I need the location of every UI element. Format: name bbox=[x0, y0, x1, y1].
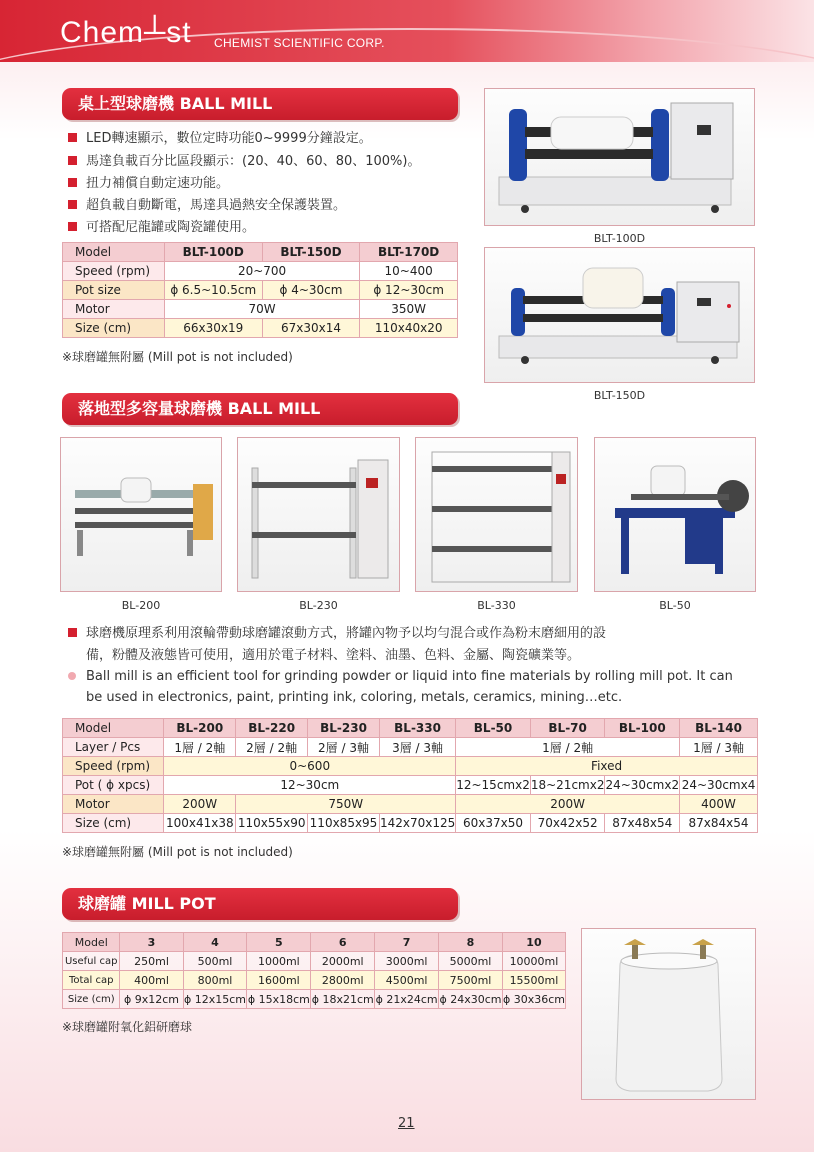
table-row bbox=[63, 281, 458, 300]
table-header-row bbox=[63, 719, 758, 738]
table-cell: 70x42x52 bbox=[530, 814, 605, 833]
table-cell: 1600ml bbox=[247, 971, 311, 990]
table-header: BL-100 bbox=[605, 719, 680, 738]
table-cell: 1000ml bbox=[247, 952, 311, 971]
product-photo-bl-200 bbox=[60, 437, 222, 592]
brand-corp-name: CHEMIST SCIENTIFIC CORP. bbox=[214, 36, 385, 50]
table-cell: 2800ml bbox=[311, 971, 375, 990]
table-cell: 7500ml bbox=[439, 971, 503, 990]
table-header: 7 bbox=[375, 933, 439, 952]
section-title-mill-pot: 球磨罐 MILL POT bbox=[62, 888, 458, 920]
table-cell: 400W bbox=[680, 795, 758, 814]
table-row bbox=[63, 262, 458, 281]
table-cell: 350W bbox=[360, 300, 458, 319]
product-photo-bl-330 bbox=[415, 437, 578, 592]
table-row bbox=[63, 738, 758, 757]
table-header: BL-330 bbox=[379, 719, 455, 738]
feature-item: 扭力補償自動定速功能。 bbox=[68, 172, 229, 191]
table-cell: 15500ml bbox=[502, 971, 565, 990]
table-cell: 250ml bbox=[120, 952, 183, 971]
table-cell: Motor bbox=[63, 300, 165, 319]
product-photo-bl-230 bbox=[237, 437, 400, 592]
table-cell: 0~600 bbox=[164, 757, 456, 776]
table-cell: Pot ( ϕ xpcs) bbox=[63, 776, 164, 795]
note-text: ※球磨罐無附屬 (Mill pot is not included) bbox=[62, 845, 293, 859]
table-cell: 200W bbox=[456, 795, 680, 814]
table-cell: 10~400 bbox=[360, 262, 458, 281]
table-header: BL-230 bbox=[308, 719, 380, 738]
bullet-square-icon bbox=[68, 200, 77, 209]
description-zh-line2: 備，粉體及液態皆可使用，適用於電子材料、塗料、油墨、色料、金屬、陶瓷礦業等。 bbox=[86, 648, 581, 663]
table-cell: 500ml bbox=[183, 952, 247, 971]
table-row bbox=[63, 776, 758, 795]
table-cell: 800ml bbox=[183, 971, 247, 990]
photo-caption: BL-230 bbox=[299, 599, 338, 612]
mill-pot-illustration bbox=[582, 929, 756, 1100]
table-cell: 200W bbox=[164, 795, 236, 814]
table-header: BLT-100D bbox=[164, 243, 262, 262]
table-cell: 110x40x20 bbox=[360, 319, 458, 338]
table-cell: 24~30cmx4 bbox=[680, 776, 758, 795]
table-cell: 400ml bbox=[120, 971, 183, 990]
spec-table-floor bbox=[62, 718, 758, 833]
table-cell: Size (cm) bbox=[63, 990, 120, 1009]
bullet-square-icon bbox=[68, 222, 77, 231]
table-row bbox=[63, 814, 758, 833]
ball-mill-illustration bbox=[485, 89, 755, 226]
bullet-square-icon bbox=[68, 178, 77, 187]
feature-item: 可搭配尼龍罐或陶瓷罐使用。 bbox=[68, 216, 255, 235]
ball-mill-illustration bbox=[61, 438, 222, 592]
table-cell: Motor bbox=[63, 795, 164, 814]
table-row bbox=[63, 300, 458, 319]
table-cell: ϕ 9x12cm bbox=[120, 990, 183, 1009]
table-header: 4 bbox=[183, 933, 247, 952]
bullet-dot-icon bbox=[68, 672, 76, 680]
note-text: ※球磨罐附氧化鋁研磨球 bbox=[62, 1020, 193, 1034]
table-cell: ϕ 24x30cm bbox=[439, 990, 503, 1009]
feature-item: LED轉速顯示，數位定時功能0~9999分鐘設定。 bbox=[68, 127, 372, 146]
table-cell: ϕ 4~30cm bbox=[262, 281, 360, 300]
product-photo-mill-pot bbox=[581, 928, 756, 1100]
table-header: 6 bbox=[311, 933, 375, 952]
bullet-square-icon bbox=[68, 133, 77, 142]
product-photo-bl-50 bbox=[594, 437, 756, 592]
table-cell: Fixed bbox=[456, 757, 758, 776]
table-cell: 100x41x38 bbox=[164, 814, 236, 833]
table-header: BL-220 bbox=[236, 719, 308, 738]
bullet-square-icon bbox=[68, 628, 77, 637]
photo-caption: BL-50 bbox=[659, 599, 691, 612]
table-header: BL-50 bbox=[456, 719, 531, 738]
table-cell: ϕ 12~30cm bbox=[360, 281, 458, 300]
table-header: Model bbox=[63, 719, 164, 738]
table-cell: 87x48x54 bbox=[605, 814, 680, 833]
description-zh: 球磨機原理系利用滾輪帶動球磨罐滾動方式，將罐內物予以均勻混合或作為粉末磨細用的設 bbox=[68, 622, 606, 641]
table-cell: ϕ 6.5~10.5cm bbox=[164, 281, 262, 300]
table-cell: 20~700 bbox=[164, 262, 359, 281]
photo-caption: BLT-100D bbox=[593, 232, 646, 245]
description-en-line2: be used in electronics, paint, printing ink, coloring, metals, ceramics, mining…etc. bbox=[86, 690, 623, 705]
feature-item: 馬達負載百分比區段顯示：(20、40、60、80、100%)。 bbox=[68, 150, 420, 169]
table-header: BLT-150D bbox=[262, 243, 360, 262]
description-en: Ball mill is an efficient tool for grinding powder or liquid into fine materials by rolling mill pot. It can bbox=[68, 669, 733, 684]
photo-caption: BL-330 bbox=[477, 599, 516, 612]
spec-table-mill-pot bbox=[62, 932, 566, 1009]
table-cell: 66x30x19 bbox=[164, 319, 262, 338]
table-header-row bbox=[63, 243, 458, 262]
table-cell: 2層 / 3軸 bbox=[308, 738, 380, 757]
table-cell: 1層 / 2軸 bbox=[456, 738, 680, 757]
table-header: Model bbox=[63, 933, 120, 952]
table-cell: 750W bbox=[236, 795, 456, 814]
table-cell: 12~15cmx2 bbox=[456, 776, 531, 795]
table-header: 8 bbox=[439, 933, 503, 952]
table-header: 10 bbox=[502, 933, 565, 952]
table-cell: Size (cm) bbox=[63, 319, 165, 338]
table-cell: Total cap bbox=[63, 971, 120, 990]
table-cell: 1層 / 3軸 bbox=[680, 738, 758, 757]
table-row bbox=[63, 795, 758, 814]
table-cell: 60x37x50 bbox=[456, 814, 531, 833]
table-cell: ϕ 21x24cm bbox=[375, 990, 439, 1009]
table-header: BL-140 bbox=[680, 719, 758, 738]
table-header: Model bbox=[63, 243, 165, 262]
table-cell: 87x84x54 bbox=[680, 814, 758, 833]
table-cell: Speed (rpm) bbox=[63, 262, 165, 281]
table-row bbox=[63, 757, 758, 776]
photo-caption: BLT-150D bbox=[593, 389, 646, 402]
table-cell: 24~30cmx2 bbox=[605, 776, 680, 795]
ball-mill-illustration bbox=[416, 438, 578, 592]
product-photo-blt-150d bbox=[484, 247, 755, 383]
table-cell: ϕ 30x36cm bbox=[502, 990, 565, 1009]
table-row bbox=[63, 971, 566, 990]
ball-mill-illustration bbox=[238, 438, 400, 592]
table-cell: Useful cap bbox=[63, 952, 120, 971]
table-cell: ϕ 15x18cm bbox=[247, 990, 311, 1009]
table-cell: 12~30cm bbox=[164, 776, 456, 795]
table-cell: 3000ml bbox=[375, 952, 439, 971]
table-cell: 4500ml bbox=[375, 971, 439, 990]
table-row bbox=[63, 990, 566, 1009]
table-header: 5 bbox=[247, 933, 311, 952]
section-title-floor-ball-mill: 落地型多容量球磨機 BALL MILL bbox=[62, 393, 458, 425]
table-cell: 2000ml bbox=[311, 952, 375, 971]
table-cell: 67x30x14 bbox=[262, 319, 360, 338]
section-title-ball-mill: 桌上型球磨機 BALL MILL bbox=[62, 88, 458, 120]
note-text: ※球磨罐無附屬 (Mill pot is not included) bbox=[62, 350, 293, 364]
table-cell: 10000ml bbox=[502, 952, 565, 971]
product-photo-blt-100d bbox=[484, 88, 755, 226]
table-cell: 3層 / 3軸 bbox=[379, 738, 455, 757]
table-cell: Size (cm) bbox=[63, 814, 164, 833]
table-cell: 110x55x90 bbox=[236, 814, 308, 833]
table-cell: Pot size bbox=[63, 281, 165, 300]
table-cell: 70W bbox=[164, 300, 359, 319]
ball-mill-illustration bbox=[595, 438, 756, 592]
table-header: 3 bbox=[120, 933, 183, 952]
table-header: BLT-170D bbox=[360, 243, 458, 262]
ball-mill-illustration bbox=[485, 248, 755, 383]
table-row bbox=[63, 319, 458, 338]
table-header: BL-70 bbox=[530, 719, 605, 738]
table-cell: ϕ 18x21cm bbox=[311, 990, 375, 1009]
spec-table-desktop bbox=[62, 242, 458, 338]
table-header-row bbox=[63, 933, 566, 952]
brand-logo: Chem┴st bbox=[60, 16, 192, 49]
table-row bbox=[63, 952, 566, 971]
page-number: 21 bbox=[398, 1116, 415, 1131]
table-cell: 110x85x95 bbox=[308, 814, 380, 833]
table-cell: 142x70x125 bbox=[379, 814, 455, 833]
table-cell: 18~21cmx2 bbox=[530, 776, 605, 795]
bullet-square-icon bbox=[68, 156, 77, 165]
photo-caption: BL-200 bbox=[121, 599, 161, 612]
table-cell: 5000ml bbox=[439, 952, 503, 971]
table-cell: 2層 / 2軸 bbox=[236, 738, 308, 757]
table-cell: ϕ 12x15cm bbox=[183, 990, 247, 1009]
table-cell: Layer / Pcs bbox=[63, 738, 164, 757]
table-header: BL-200 bbox=[164, 719, 236, 738]
table-cell: Speed (rpm) bbox=[63, 757, 164, 776]
table-cell: 1層 / 2軸 bbox=[164, 738, 236, 757]
feature-item: 超負載自動斷電，馬達具過熱安全保護裝置。 bbox=[68, 194, 346, 213]
